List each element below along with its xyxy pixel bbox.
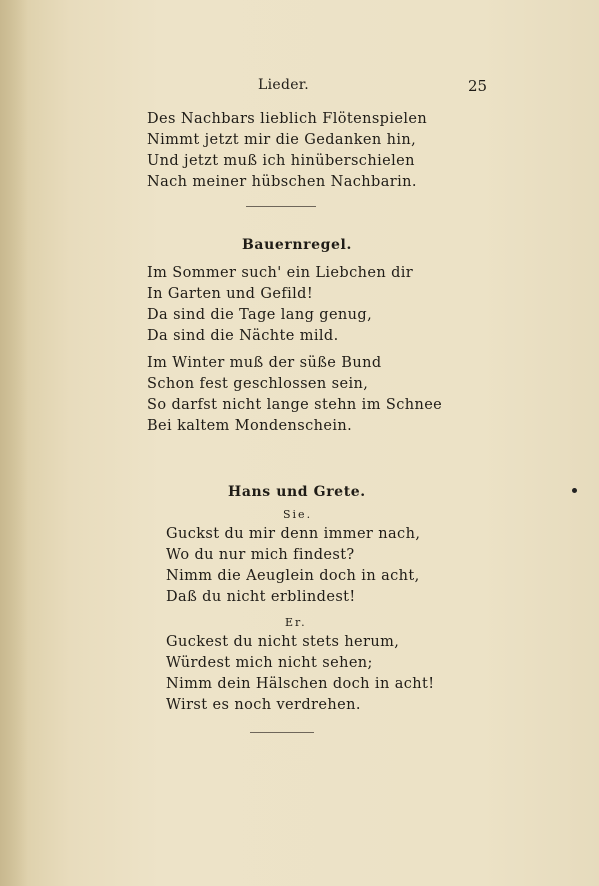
section-divider-1 xyxy=(246,206,316,207)
poem-3-s1-line-3: Nimm die Aeuglein doch in acht, xyxy=(166,568,420,584)
poem-1-line-2: Nimmt jetzt mir die Gedanken hin, xyxy=(147,132,417,148)
poem-1-line-1: Des Nachbars lieblich Flötenspielen xyxy=(147,111,428,127)
poem-3-s2-line-4: Wirst es noch verdrehen. xyxy=(166,697,361,713)
poem-3-speaker-1: Sie. xyxy=(283,508,313,521)
page-gutter-shadow xyxy=(0,0,28,886)
poem-2-s1-line-3: Da sind die Tage lang genug, xyxy=(147,307,373,323)
poem-2-s2-line-4: Bei kaltem Mondenschein. xyxy=(147,418,353,434)
poem-2-s1-line-2: In Garten und Gefild! xyxy=(147,286,314,302)
poem-1-line-3: Und jetzt muß ich hinüberschielen xyxy=(147,153,415,169)
poem-3-speaker-2: Er. xyxy=(285,616,307,629)
ink-speck xyxy=(572,488,577,493)
poem-3-s1-line-4: Daß du nicht erblindest! xyxy=(166,589,356,605)
running-head xyxy=(0,77,599,97)
section-divider-2 xyxy=(250,732,314,733)
poem-2-s2-line-2: Schon fest geschlossen sein, xyxy=(147,376,369,392)
poem-3-s2-line-1: Guckest du nicht stets herum, xyxy=(166,634,400,650)
poem-2-s2-line-3: So darfst nicht lange stehn im Schnee xyxy=(147,397,443,413)
poem-3-s1-line-2: Wo du nur mich findest? xyxy=(166,547,355,563)
page-number: 25 xyxy=(468,77,488,95)
poem-1-line-4: Nach meiner hübschen Nachbarin. xyxy=(147,174,417,190)
poem-3-title: Hans und Grete. xyxy=(228,484,366,500)
poem-3-s2-line-2: Würdest mich nicht sehen; xyxy=(166,655,373,671)
poem-3-s2-line-3: Nimm dein Hälschen doch in acht! xyxy=(166,676,435,692)
poem-2-title: Bauernregel. xyxy=(242,237,352,253)
poem-2-s2-line-1: Im Winter muß der süße Bund xyxy=(147,355,382,371)
poem-3-s1-line-1: Guckst du mir denn immer nach, xyxy=(166,526,421,542)
poem-2-s1-line-1: Im Sommer such' ein Liebchen dir xyxy=(147,265,414,281)
poem-2-s1-line-4: Da sind die Nächte mild. xyxy=(147,328,339,344)
running-head-title: Lieder. xyxy=(258,77,310,93)
